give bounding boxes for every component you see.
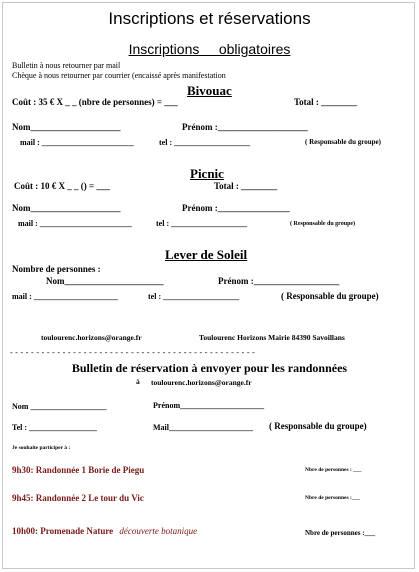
bulletin-responsable-label: ( Responsable du groupe) bbox=[269, 421, 367, 431]
contact-email: toulourenc.horizons@orange.fr bbox=[41, 333, 142, 342]
bulletin-firstname-field[interactable]: Prénom_____________________ bbox=[153, 401, 265, 410]
bulletin-heading: Bulletin de réservation à envoyer pour les randonnées bbox=[71, 361, 348, 375]
sunrise-responsable-label: ( Responsable du groupe) bbox=[281, 291, 379, 301]
bulletin-to-email: toulourenc.horizons@orange.fr bbox=[151, 378, 252, 387]
bulletin-name-field[interactable]: Nom ___________________ bbox=[12, 402, 107, 411]
intro-line-cheque: Chèque à nous retourner par courrier (encaissé après manifestation bbox=[12, 71, 226, 80]
page-subtitle: Inscriptions obligatoires bbox=[128, 41, 291, 57]
hike-1-count-field[interactable]: Nbre de personnes : ___ bbox=[305, 467, 362, 473]
bivouac-firstname-field[interactable]: Prénom :____________________ bbox=[182, 122, 308, 132]
hike-1-label: 9h30: Randonnée 1 Borie de Piegu bbox=[12, 465, 145, 475]
bivouac-responsable-label: ( Responsable du groupe) bbox=[305, 138, 381, 146]
sunrise-persons-label: Nombre de personnes : bbox=[12, 264, 101, 274]
bulletin-tel-field[interactable]: Tel : _________________ bbox=[12, 423, 98, 432]
bivouac-total: Total : ________ bbox=[294, 97, 358, 107]
cut-separator: - - - - - - - - - - - - - - - - - - - - - - - - - - - - - - - - - - - - - - - - - - - - - - - bbox=[10, 348, 256, 357]
hike-3-time: 10h00: Promenade Nature bbox=[12, 526, 114, 536]
picnic-mail-field[interactable]: mail : _______________________ bbox=[18, 219, 132, 228]
hike-3-count-field[interactable]: Nbre de personnes :___ bbox=[305, 529, 376, 537]
hike-3-label bbox=[12, 527, 197, 536]
bulletin-to-prefix: à bbox=[136, 377, 140, 386]
picnic-name-field[interactable]: Nom____________________ bbox=[12, 203, 121, 213]
page-title: Inscriptions et réservations bbox=[108, 9, 311, 28]
bivouac-name-field[interactable]: Nom____________________ bbox=[12, 122, 121, 132]
bivouac-heading: Bivouac bbox=[187, 83, 232, 98]
contact-address: Toulourenc Horizons Mairie 84390 Savoillans bbox=[199, 333, 345, 342]
hike-3-subtitle: découverte botanique bbox=[119, 526, 198, 536]
hike-2-label: 9h45: Randonnée 2 Le tour du Vic bbox=[12, 493, 144, 503]
hike-2-count-field[interactable]: Nbre de personnes :___ bbox=[305, 495, 361, 501]
picnic-responsable-label: ( Responsable du groupe) bbox=[290, 221, 356, 227]
picnic-heading: Picnic bbox=[190, 166, 224, 181]
bulletin-mail-field[interactable]: Mail_____________________ bbox=[153, 423, 253, 432]
picnic-total: Total : ________ bbox=[214, 181, 278, 191]
bivouac-mail-field[interactable]: mail : _______________________ bbox=[20, 138, 134, 147]
sunrise-mail-field[interactable]: mail : _____________________ bbox=[12, 292, 118, 301]
picnic-cost: Coût : 10 € X _ _ () = ___ bbox=[14, 181, 110, 191]
participate-label: Je souhaite participer à : bbox=[12, 445, 71, 451]
bivouac-cost: Coût : 35 € X _ _ (nbre de personnes) = ___ bbox=[12, 97, 178, 107]
sunrise-firstname-field[interactable]: Prénom :___________________ bbox=[218, 276, 340, 286]
picnic-tel-field[interactable]: tel : ___________________ bbox=[156, 219, 248, 228]
intro-line-mail: Bulletin à nous retourner par mail bbox=[12, 61, 121, 70]
picnic-firstname-field[interactable]: Prénom :________________ bbox=[182, 203, 290, 213]
bivouac-tel-field[interactable]: tel : ___________________ bbox=[159, 138, 251, 147]
sunrise-heading: Lever de Soleil bbox=[165, 247, 248, 262]
sunrise-name-field[interactable]: Nom______________________ bbox=[46, 276, 164, 286]
sunrise-tel-field[interactable]: tel : ___________________ bbox=[148, 292, 240, 301]
